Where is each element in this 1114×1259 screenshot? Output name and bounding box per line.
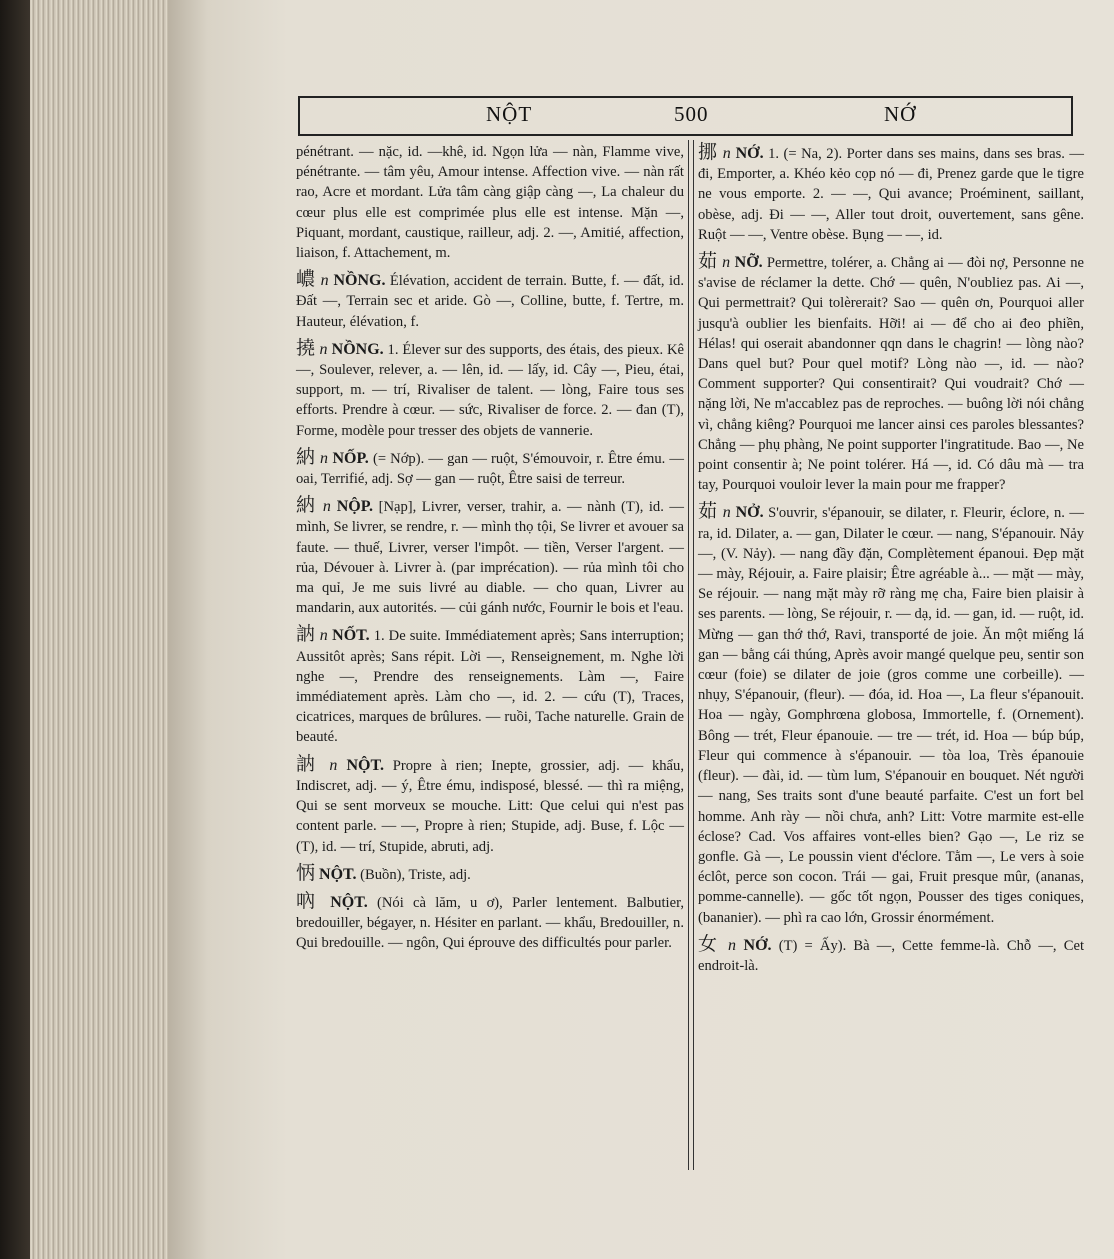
han-character: 怲 <box>296 861 316 884</box>
headword: NỐT. <box>332 627 370 645</box>
entry-type: n <box>329 756 338 774</box>
headword: NỚ. <box>735 145 764 162</box>
entry <box>698 142 1084 245</box>
entry-type: n <box>319 627 328 645</box>
headword: NỐP. <box>332 449 369 467</box>
headword: NỒNG. <box>333 272 386 290</box>
entry-text: (= Nớp). — gan — ruột, S'émouvoir, r. Être ému. — oai, Terrifié, adj. Sợ — gan — ruột, Être saisi de terreur. <box>296 450 685 488</box>
entry <box>296 269 684 332</box>
entry-type: n <box>320 449 328 467</box>
entry-text: S'ouvrir, s'épanouir, se dilater, r. Fleurir, éclore, n. — ra, id. Dilater, a. — gan, Dilater le cœur. — nang, S'épanouir. Nảy —, (V. Nảy). — nang đầy đặn, Complètement épanoui. Đẹp mặt — mày, Réjouir, a. Faire plaisir; Être agréable à... — mặt — mày, Se réjouir. — nang mặt mày rỡ ràng mẹ cha, Faire bien plaisir à ses parents. — lòng, Se réjouir, r. — dạ, id. — gan, id. — ruột, id. Mừng — gan thớ thớ, Ravi, transporté de joie. Ăn một miếng lá gan — bằng cái thúng, Après avoir mangé quelque peu, sentir son cœur (foie) se dilater de joie (gros comme une corbeille). — nhụy, S'épanouir, (fleur). — đóa, id. Hoa —, La fleur s'épanouit. Hoa — ngày, Gomphrœna globosa, Immortelle, f. (Ornement). Bông — trét, Fleur épanouie. — tre — trét, id. Hoa — búp búp, Fleur qui commence à s'épanouir. — tòa loa, Très épanouie (fleur). — đài, id. — tùm lum, S'épanouir en bouquet. Nét người — nang, Ses traits sont d'une beauté parfaite. C'est un fort bel homme. Anh rày — nồi chưa, anh? Litt: Votre marmite est-elle éclose? Cad. Vos affaires vont-elles bien? Gạo —, Le riz se gonfle. Gà —, Le poussin vient d'éclore. Tằm —, Le vers à soie éclôt, perce son cocon. Trái — gai, Fruit presque mûr, (ananas, pomme-cannelle). — gốc tốt ngọn, Pousser des tiges coniques, (bananier). — phì ra cao lớn, Grossir énormément. <box>698 505 1085 926</box>
entry <box>296 495 684 618</box>
entry-type: n <box>322 498 331 516</box>
han-character: 女 <box>698 932 721 955</box>
headword: NỚ. <box>743 936 772 954</box>
headword: NỘT. <box>319 865 357 883</box>
entry-text: 1. De suite. Immédiatement après; Sans interruption; Aussitôt après; Sans répit. Lời —, Renseignement, m. Nghe lời nghe —, Prendre des renseignements. Làm —, Faire immédiatement après. Làm cho —, id. 2. — cứu (T), Traces, cicatrices, marques de brûlures. — ruồi, Tache naturelle. Grain de beauté. <box>296 628 684 746</box>
dictionary-page <box>168 0 1114 1259</box>
headword: NỘT. <box>330 893 368 911</box>
han-character: 訥 <box>296 752 321 775</box>
entry-type: n <box>722 254 731 272</box>
entry-text: (Nói cà lăm, u ơ), Parler lentement. Balbutier, bredouiller, bégayer, n. Hésiter en parlant. — khẩu, Bredouiller, n. Qui bredouille. — ngôn, Qui éprouve des difficultés pour parler. <box>296 894 684 952</box>
entry <box>698 501 1084 927</box>
entry <box>296 754 684 857</box>
entry <box>296 624 684 747</box>
han-character: 納 <box>296 494 317 517</box>
headword: NỞ. <box>735 504 764 522</box>
entry-type: n <box>722 504 731 522</box>
entry <box>698 934 1084 976</box>
entry-text: Élévation, accident de terrain. Butte, f. — đất, id. Đất —, Terrain sec et aride. Gò —, Colline, butte, f. Tertre, m. Hauteur, élévation, f. <box>296 273 685 330</box>
han-character: 撓 <box>296 336 316 359</box>
entry-text: (T) = Ấy). Bà —, Cette femme-là. Chỗ —, Cet endroit-là. <box>698 937 1084 974</box>
entry-text: 1. Élever sur des supports, des étais, des pieux. Kê —, Soulever, relever, a. — lên, id. — lấy, id. Cây —, Pieu, étai, support, m. — trí, Rivaliser de talent. — lòng, Faire tous ses efforts. Prendre à cœur. — sức, Rivaliser de force. 2. — đan (T), Forme, modèle pour tresser des objets de vannerie. <box>296 341 685 439</box>
entry-text: pénétrant. — nặc, id. —khê, id. Ngọn lửa — nàn, Flamme vive, pénétrante. — tâm yêu, Amour intense. Affection vive. — nàn rất rao, Acre et mordant. Lửa tâm càng giập càng —, La chaleur du cœur plus elle est comprimée plus elle est intense. Mặn —, Piquant, mordant, caustique, railleur, adj. 2. —, Amitié, affection, liaison, f. Attachement, m. <box>296 144 684 262</box>
entry-type: n <box>722 145 731 162</box>
entry-type: n <box>319 340 328 358</box>
page-number: 500 <box>674 102 709 126</box>
han-character: 訥 <box>296 623 316 646</box>
column-divider <box>688 140 694 1170</box>
headword: NỘT. <box>346 756 384 774</box>
entry-text: 1. (= Na, 2). Porter dans ses mains, dans ses bras. — đi, Emporter, a. Khéo kẻo cọp nó — đi, Prenez garde que le tigre ne vous emporte. 2. — —, Qui avance; Proéminent, saillant, obèse, adj. Đi — —, Aller tout droit, ouvertement, sans gêne. Ruột — —, Ventre obèse. Bụng — —, id. <box>698 146 1085 243</box>
entry <box>698 251 1084 495</box>
entry-type: n <box>320 272 329 290</box>
han-character: 茹 <box>698 500 718 523</box>
headword: NỠ. <box>734 254 763 272</box>
entry-text: [Nạp], Livrer, verser, trahir, a. — nành (T), id. — mình, Se livrer, se rendre, r. — mình thọ tội, Se livrer et avouer sa faute. — thuế, Livrer, verser l'impôt. — tiền, Verser l'argent. — rủa, Dévouer à. Livrer à. (par imprécation). — rủa mình tôi cho ma quỉ, Je me suis livré au diable. — cho quan, Livrer au mandarin, aux autorités. — củi gánh nước, Fournir le bois et l'eau. <box>296 499 685 617</box>
han-character: 嶩 <box>296 268 316 291</box>
headword: NỒNG. <box>331 340 384 358</box>
entry-text: Propre à rien; Inepte, grossier, adj. — khẩu, Indiscret, adj. — ý, Être ému, indisposé, blessé. — thì ra miệng, Qui se sent morveux se mouche. Litt: Que celui qui n'est pas content parle. — —, Propre à rien; Stupide, adj. Buse, f. Lộc — (T), id. — trí, Stupide, abruti, adj. <box>296 757 684 855</box>
entry-type: n <box>728 936 737 954</box>
right-guide-word: NỚ <box>884 102 917 126</box>
han-character: 吶 <box>296 889 321 912</box>
entry-continuation <box>296 142 684 263</box>
left-guide-word: NỘT <box>486 102 533 126</box>
entry <box>296 338 684 441</box>
han-character: 茹 <box>698 250 718 273</box>
entry <box>296 891 684 954</box>
entry-text: Permettre, tolérer, a. Chẳng ai — đòi nợ, Personne ne s'avise de réclamer la dette. Chớ — quên, N'oubliez pas. Ai —, Qui permettrait? Qui tolèrerait? Sao — quên ơn, Pourquoi aller jusqu'à oublier les bienfaits. Hỡi! ai — để cho ai đeo phiền, Hélas! qui oserait abandonner qqn dans le chagrin! — lòng nào? Dans quel but? Pour quel motif? Lòng nào —, id. — nào? Comment supporter? Qui consentirait? Qui voudrait? Chớ — nặng lời, Ne m'accablez pas de reproches. — buông lời nói chẳng vì, chẳng kiêng? Pourquoi me lancer ainsi ces paroles blessantes? Chẳng — phụ phàng, Ne point supporter l'ingratitude. Bao —, Ne point consentir à; Ne point tolérer. Há —, id. Có dâu mà — tra tay, Pourquoi vouloir lever la main pour me frapper? <box>698 255 1084 494</box>
han-character: 挪 <box>698 141 718 163</box>
left-column <box>296 142 684 960</box>
page-header <box>298 96 1073 136</box>
book-spine-shadow <box>0 0 30 1259</box>
entry-text: (Buồn), Triste, adj. <box>360 866 471 883</box>
entry <box>296 863 684 885</box>
right-column <box>698 142 1084 982</box>
han-character: 納 <box>296 445 316 468</box>
headword: NỘP. <box>336 498 374 516</box>
entry <box>296 447 684 489</box>
